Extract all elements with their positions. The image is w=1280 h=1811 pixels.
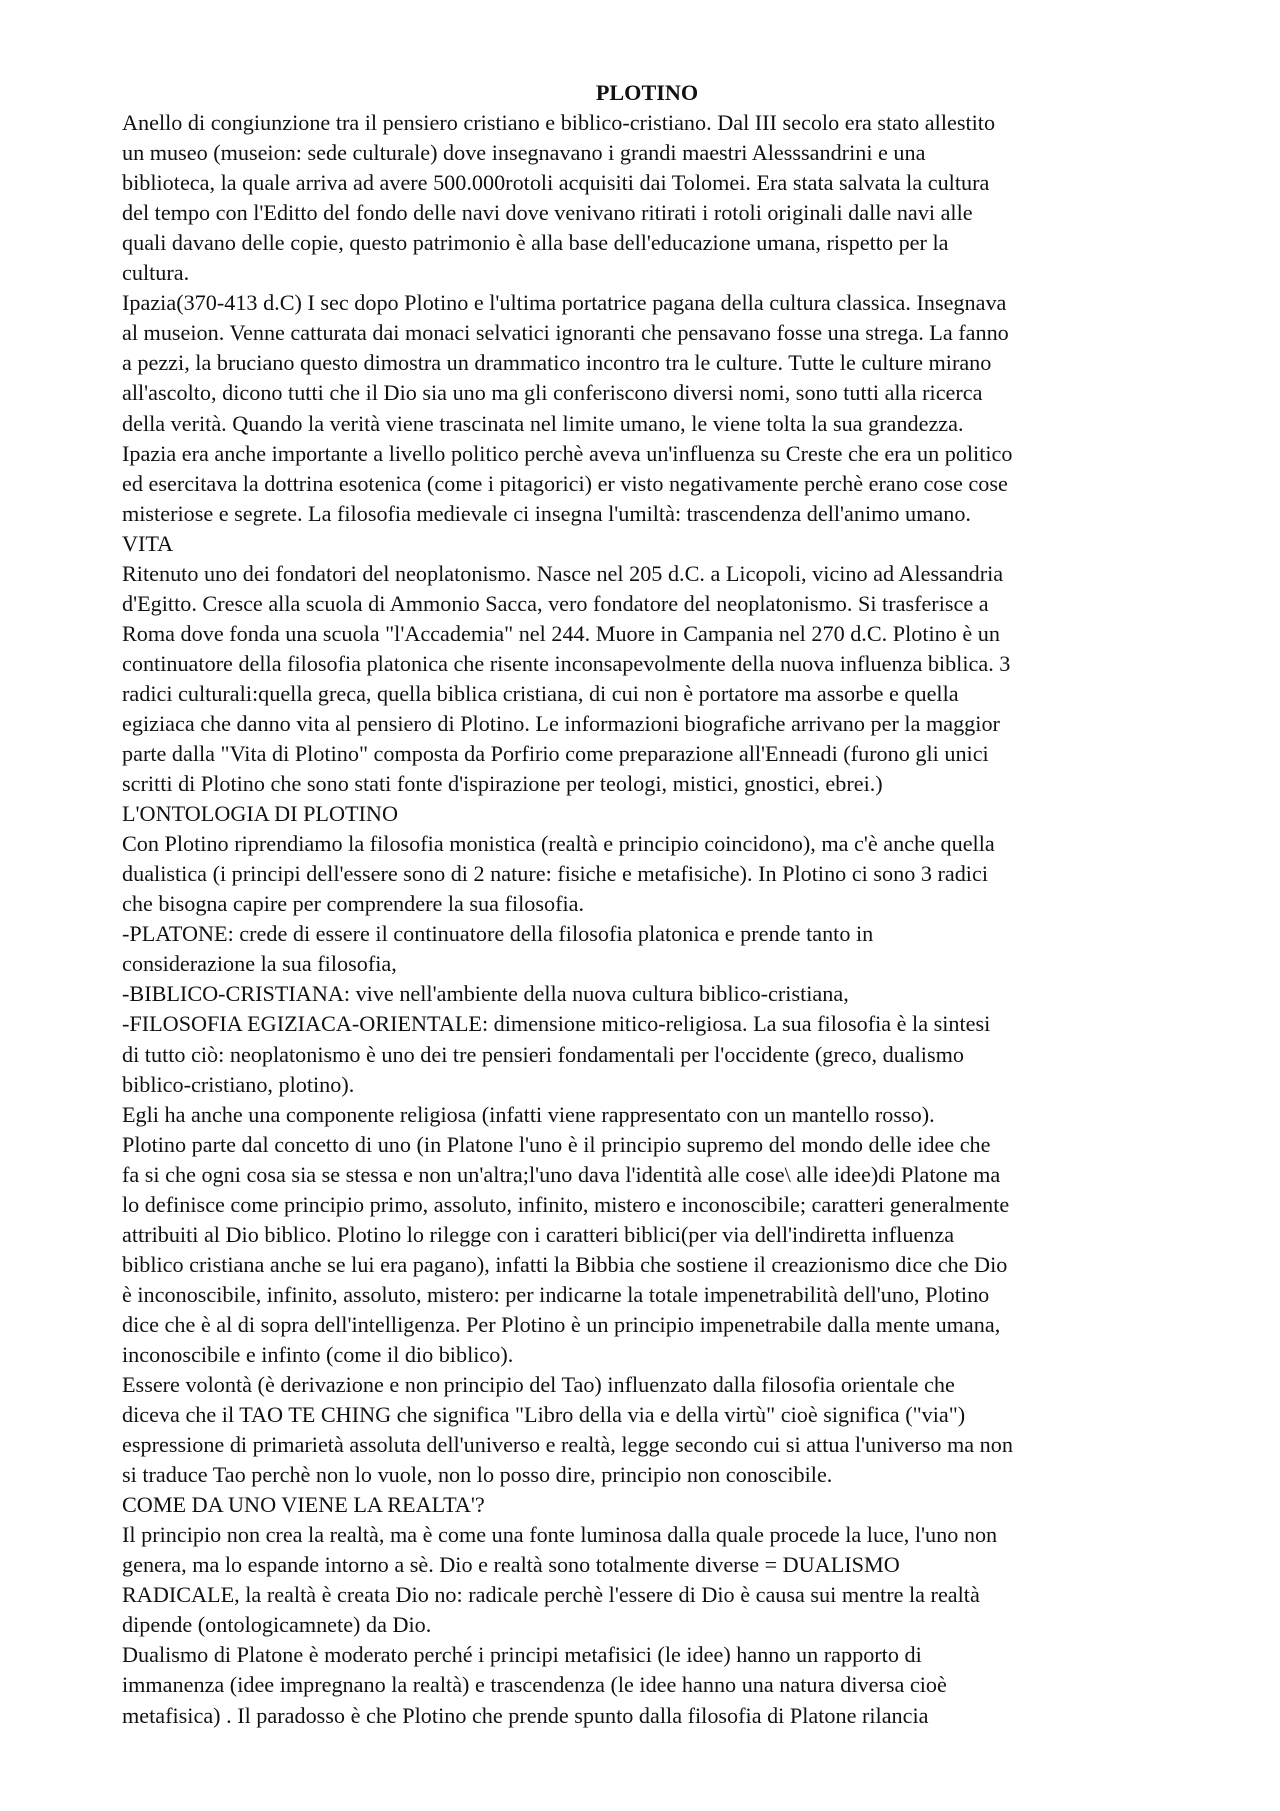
text-line: al museion. Venne catturata dai monaci selvatici ignoranti che pensavano fosse una strega. La fanno [122, 320, 1009, 346]
text-line: fa si che ogni cosa sia se stessa e non un'altra;l'uno dava l'identità alle cose\ alle idee)di Platone ma [122, 1161, 1001, 1187]
text-line: considerazione la sua filosofia, [122, 951, 397, 977]
text-line: Ritenuto uno dei fondatori del neoplatonismo. Nasce nel 205 d.C. a Licopoli, vicino ad Alessandria [122, 560, 1004, 586]
text-line: biblioteca, la quale arriva ad avere 500.000rotoli acquisiti dai Tolomei. Era stata salvata la cultura [122, 170, 990, 196]
text-line: attribuiti al Dio biblico. Plotino lo rilegge con i caratteri biblici(per via dell'indiretta influenza [122, 1221, 955, 1247]
platone-item [122, 919, 1172, 979]
text-line: Essere volontà (è derivazione e non principio del Tao) influenzato dalla filosofia orientale che [122, 1372, 955, 1398]
text-line: -FILOSOFIA EGIZIACA-ORIENTALE: dimensione mitico-religiosa. La sua filosofia è la sintesi [122, 1011, 991, 1037]
text-line: -PLATONE: crede di essere il continuatore della filosofia platonica e prende tanto in [122, 921, 874, 947]
realta-paragraph [122, 1520, 1172, 1640]
biblico-item [122, 979, 1172, 1009]
intro-paragraph [122, 108, 1172, 288]
text-line: biblico-cristiano, plotino). [122, 1071, 355, 1097]
text-line: Dualismo di Platone è moderato perché i principi metafisici (le idee) hanno un rapporto di [122, 1642, 922, 1668]
text-line: a pezzi, la bruciano questo dimostra un drammatico incontro tra le culture. Tutte le culture mirano [122, 350, 992, 376]
text-line: lo definisce come principio primo, assoluto, infinito, mistero e inconoscibile; caratteri generalmente [122, 1191, 1010, 1217]
text-line: un museo (museion: sede culturale) dove insegnavano i grandi maestri Alesssandrini e una [122, 140, 926, 166]
ontologia-paragraph [122, 829, 1172, 919]
heading-realta [122, 1490, 1172, 1520]
text-line: VITA [122, 530, 174, 556]
text-line: è inconoscibile, infinito, assoluto, mistero: per indicarne la totale impenetrabilità dell'uno, Plotino [122, 1281, 990, 1307]
text-line: biblico cristiana anche se lui era pagano), infatti la Bibbia che sostiene il creazionismo dice che Dio [122, 1251, 1008, 1277]
text-line: Plotino parte dal concetto di uno (in Platone l'uno è il principio supremo del mondo delle idee che [122, 1131, 991, 1157]
ipazia-paragraph [122, 288, 1172, 528]
heading-ontologia [122, 799, 1172, 829]
text-line: dice che è al di sopra dell'intelligenza. Per Plotino è un principio impenetrabile dalla mente umana, [122, 1311, 1001, 1337]
text-line: cultura. [122, 260, 190, 286]
text-line: Il principio non crea la realtà, ma è come una fonte luminosa dalla quale procede la luce, l'uno non [122, 1522, 998, 1548]
text-line: della verità. Quando la verità viene trascinata nel limite umano, le viene tolta la sua grandezza. [122, 410, 964, 436]
text-line: espressione di primarietà assoluta dell'universo e realtà, legge secondo cui si attua l'universo ma non [122, 1432, 1013, 1458]
uno-paragraph [122, 1130, 1172, 1370]
text-line: scritti di Plotino che sono stati fonte d'ispirazione per teologi, mistici, gnostici, ebrei.) [122, 771, 883, 797]
text-line: RADICALE, la realtà è creata Dio no: radicale perchè l'essere di Dio è causa sui mentre la realtà [122, 1582, 980, 1608]
text-line: immanenza (idee impregnano la realtà) e trascendenza (le idee hanno una natura diversa cioè [122, 1672, 947, 1698]
text-line: Ipazia(370-413 d.C) I sec dopo Plotino e l'ultima portatrice pagana della cultura classica. Insegnava [122, 290, 1007, 316]
text-line: di tutto ciò: neoplatonismo è uno dei tre pensieri fondamentali per l'occidente (greco, dualismo [122, 1041, 964, 1067]
tao-paragraph [122, 1370, 1172, 1490]
text-line: radici culturali:quella greca, quella biblica cristiana, di cui non è portatore ma assorbe e quella [122, 680, 959, 706]
text-line: inconoscibile e infinto (come il dio biblico). [122, 1341, 514, 1367]
text-line: Con Plotino riprendiamo la filosofia monistica (realtà e principio coincidono), ma c'è anche quella [122, 831, 995, 857]
text-line: si traduce Tao perchè non lo vuole, non lo posso dire, principio non conoscibile. [122, 1462, 833, 1488]
vita-paragraph [122, 559, 1172, 799]
document-body [122, 108, 1172, 1731]
text-line: diceva che il TAO TE CHING che significa "Libro della via e della virtù" cioè significa ("via") [122, 1402, 966, 1428]
text-line: metafisica) . Il paradosso è che Plotino che prende spunto dalla filosofia di Platone rilancia [122, 1702, 929, 1728]
text-line: -BIBLICO-CRISTIANA: vive nell'ambiente della nuova cultura biblico-cristiana, [122, 981, 849, 1007]
text-line: Egli ha anche una componente religiosa (infatti viene rappresentato con un mantello rosso). [122, 1101, 935, 1127]
text-line: Anello di congiunzione tra il pensiero cristiano e biblico-cristiano. Dal III secolo era stato allestito [122, 110, 996, 136]
religiosa-paragraph [122, 1100, 1172, 1130]
text-line: dualistica (i principi dell'essere sono di 2 nature: fisiche e metafisiche). In Plotino ci sono 3 radici [122, 861, 988, 887]
text-line: ed esercitava la dottrina esotenica (come i pitagorici) er visto negativamente perchè erano cose cose [122, 470, 1008, 496]
text-line: d'Egitto. Cresce alla scuola di Ammonio Sacca, vero fondatore del neoplatonismo. Si trasferisce a [122, 590, 989, 616]
text-line: Ipazia era anche importante a livello politico perchè aveva un'influenza su Creste che era un politico [122, 440, 1013, 466]
text-line: Roma dove fonda una scuola "l'Accademia" nel 244. Muore in Campania nel 270 d.C. Plotino è un [122, 620, 1000, 646]
text-line: genera, ma lo espande intorno a sè. Dio e realtà sono totalmente diverse = DUALISMO [122, 1552, 900, 1578]
text-line: all'ascolto, dicono tutti che il Dio sia uno ma gli conferiscono diversi nomi, sono tutti alla ricerca [122, 380, 983, 406]
text-line: egiziaca che danno vita al pensiero di Plotino. Le informazioni biografiche arrivano per la maggior [122, 710, 1000, 736]
text-line: continuatore della filosofia platonica che risente inconsapevolmente della nuova influenza biblica. 3 [122, 650, 1011, 676]
heading-vita [122, 529, 1172, 559]
text-line: quali davano delle copie, questo patrimonio è alla base dell'educazione umana, rispetto per la [122, 230, 949, 256]
text-line: che bisogna capire per comprendere la sua filosofia. [122, 891, 585, 917]
text-line: del tempo con l'Editto del fondo delle navi dove venivano ritirati i rotoli originali dalle navi alle [122, 200, 973, 226]
document-page [122, 78, 1172, 1731]
document-title: PLOTINO [595, 80, 699, 105]
dualismo-paragraph [122, 1640, 1172, 1730]
egiziaca-item [122, 1009, 1172, 1099]
text-line: L'ONTOLOGIA DI PLOTINO [122, 801, 398, 827]
text-line: COME DA UNO VIENE LA REALTA'? [122, 1492, 485, 1518]
text-line: parte dalla "Vita di Plotino" composta da Porfirio come preparazione all'Enneadi (furono gli unici [122, 741, 989, 767]
text-line: misteriose e segrete. La filosofia medievale ci insegna l'umiltà: trascendenza dell'animo umano. [122, 500, 971, 526]
text-line: dipende (ontologicamnete) da Dio. [122, 1612, 432, 1638]
